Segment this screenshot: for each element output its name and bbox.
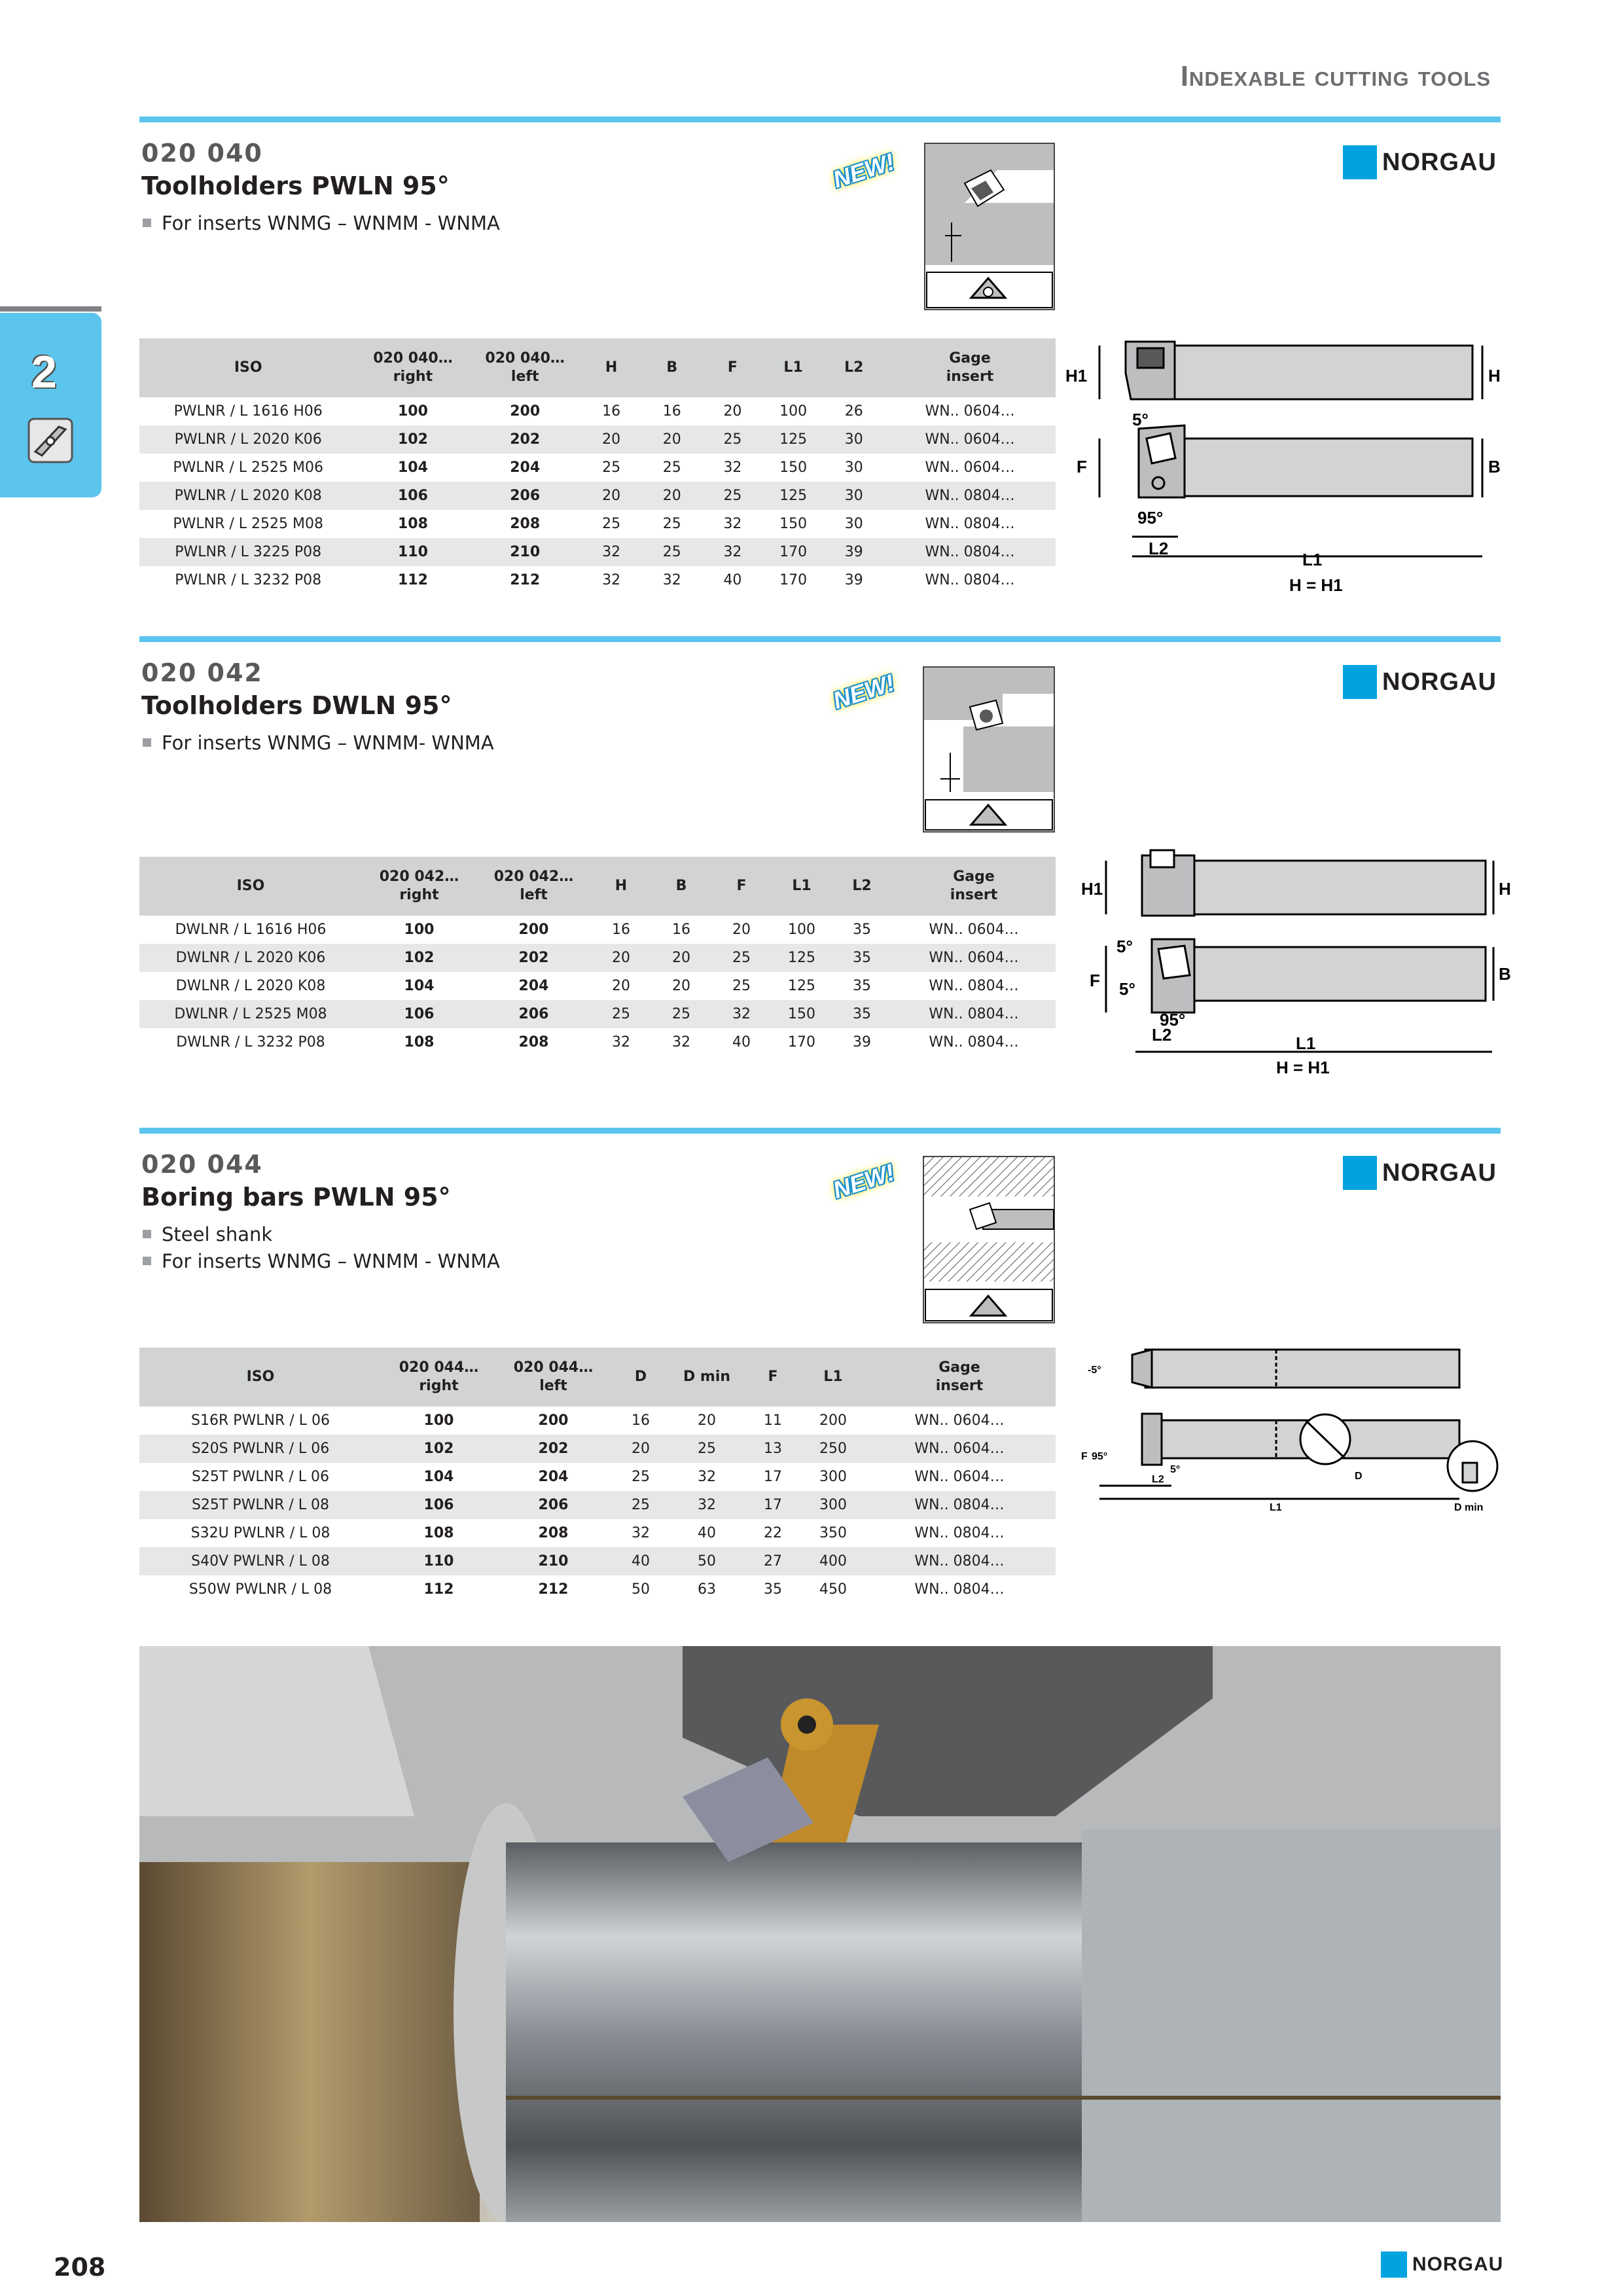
table-cell: 204 [510,459,541,476]
table-cell: WN.. 0804… [929,978,1019,994]
table-cell: 112 [423,1581,454,1598]
table-cell: 32 [702,538,763,566]
col-header: 020 040… right [357,338,469,397]
table-cell: 206 [469,482,581,510]
table-cell: S32U PWLNR / L 08 [190,1525,330,1541]
table-cell: 32 [662,572,681,588]
col-header: Gage insert [892,857,1056,916]
table-cell: 250 [803,1435,863,1463]
table-cell: 108 [398,516,428,532]
table-cell: 20 [723,403,742,420]
table-cell: 125 [788,978,815,994]
label-d: D [1355,1471,1363,1482]
table-cell: 25 [671,1435,743,1463]
table-cell: 450 [819,1581,847,1598]
table-cell: 300 [803,1491,863,1519]
table-row [139,1028,1056,1056]
table-cell: 350 [819,1525,847,1541]
table-row [139,1575,1056,1604]
section-1-title: Toolholders PWLN 95° [141,171,450,200]
table-cell: 63 [698,1581,716,1598]
table-cell: 202 [469,425,581,454]
table-row [139,1519,1056,1547]
col-header: H [591,857,651,916]
table-cell: 50 [671,1547,743,1575]
table-cell: 20 [581,425,642,454]
table-cell: 200 [819,1412,847,1429]
table-cell: 200 [510,403,541,420]
boring-bar-pwln-drawing [1080,1342,1505,1532]
table-cell: WN.. 0804… [914,1581,1005,1598]
table-cell: 206 [496,1491,611,1519]
table-cell: WN.. 0804… [884,538,1056,566]
table-cell: 30 [823,425,884,454]
table-cell: 22 [764,1525,782,1541]
label-h: H [1488,366,1501,386]
label-h-eq-h1: H = H1 [1289,575,1343,595]
table-cell: S20S PWLNR / L 06 [139,1435,382,1463]
table-cell: 25 [702,425,763,454]
toolholder-dwln-image [923,666,1055,833]
section-3-title: Boring bars PWLN 95° [141,1183,451,1211]
table-cell: 106 [357,482,469,510]
table-cell: 25 [602,459,621,476]
table-cell: 35 [832,944,892,972]
table-cell: S40V PWLNR / L 08 [139,1547,382,1575]
table-cell: 39 [844,572,863,588]
table-cell: 100 [779,403,808,420]
col-header: 020 042… left [476,857,591,916]
table-cell: 25 [711,944,772,972]
table-cell: 20 [641,482,702,510]
toolholder-pwln-image [924,143,1055,310]
table-row [139,1463,1056,1491]
table-cell: 208 [538,1525,569,1541]
machining-photo [139,1646,1501,2222]
col-header: L1 [803,1348,863,1407]
label-b: B [1499,964,1511,984]
table-cell: 32 [602,572,621,588]
table-cell: 102 [382,1435,496,1463]
section-3-bullet-2: For inserts WNMG – WNMM - WNMA [143,1250,500,1272]
table-row [139,944,1056,972]
table-cell: 110 [382,1547,496,1575]
col-header: D min [671,1348,743,1407]
col-header: 020 044… left [496,1348,611,1407]
norgau-footer-logo: NORGAU [1381,2251,1503,2278]
table-cell: PWLNR / L 1616 H06 [173,403,323,420]
table-row [139,1547,1056,1575]
table-cell: 25 [732,978,751,994]
toolholder-pwln-drawing [1060,334,1505,602]
table-cell: S50W PWLNR / L 08 [188,1581,332,1598]
table-cell: 170 [788,1034,815,1050]
section-2-spec-table [139,857,1056,1056]
table-cell: 208 [510,516,541,532]
table-cell: 25 [602,516,621,532]
table-row [139,1491,1056,1519]
label-angle-5: 5° [1132,410,1149,429]
chapter-number: 2 [31,346,57,397]
table-cell: 32 [711,1000,772,1028]
col-header: B [651,857,711,916]
table-cell: DWLNR / L 3232 P08 [176,1034,325,1050]
table-cell: S25T PWLNR / L 08 [139,1491,382,1519]
table-cell: 30 [844,459,863,476]
table-cell: 30 [823,482,884,510]
table-cell: S25T PWLNR / L 06 [191,1469,330,1485]
table-cell: WN.. 0804… [914,1525,1005,1541]
section-3-spec-table [139,1348,1056,1604]
table-cell: 35 [832,1000,892,1028]
page-header-title: Indexable cutting tools [1180,60,1491,92]
label-angle-95: 95° [1160,1010,1186,1030]
side-tab-divider [0,306,101,312]
table-row [139,1435,1056,1463]
table-cell: 25 [702,482,763,510]
label-l1: L1 [1302,550,1323,569]
section-rule-2 [139,636,1501,642]
label-l2: L2 [1152,1474,1164,1485]
label-f: F [1090,971,1100,990]
table-cell: WN.. 0804… [925,516,1015,532]
norgau-logo-2: NORGAU [1343,665,1497,699]
label-f: F [1077,457,1087,476]
table-cell: 206 [476,1000,591,1028]
table-row [139,916,1056,944]
table-cell: PWLNR / L 3225 P08 [139,538,357,566]
col-header: ISO [139,338,357,397]
table-cell: 400 [803,1547,863,1575]
col-header: ISO [139,857,362,916]
section-1-bullet: For inserts WNMG – WNMM - WNMA [143,212,500,234]
norgau-logo-3: NORGAU [1343,1156,1497,1190]
table-cell: 20 [581,482,642,510]
table-cell: 200 [518,922,549,938]
table-cell: 150 [772,1000,832,1028]
table-cell: 212 [538,1581,569,1598]
table-cell: 25 [611,1491,671,1519]
table-cell: 17 [743,1491,803,1519]
label-h1: H1 [1081,879,1103,899]
table-cell: DWLNR / L 2020 K06 [139,944,362,972]
col-header: L1 [763,338,824,397]
table-cell: 100 [398,403,428,420]
table-cell: 16 [672,922,690,938]
table-cell: 20 [591,944,651,972]
table-cell: 32 [672,1034,690,1050]
table-cell: WN.. 0804… [884,482,1056,510]
table-row [139,566,1056,594]
col-header: H [581,338,642,397]
table-cell: WN.. 0604… [892,944,1056,972]
table-cell: 26 [844,403,863,420]
table-row [139,1407,1056,1435]
table-cell: 30 [844,516,863,532]
table-cell: 35 [853,922,871,938]
table-cell: 110 [357,538,469,566]
table-row [139,972,1056,1000]
table-cell: WN.. 0604… [884,425,1056,454]
col-header: D [611,1348,671,1407]
table-cell: 13 [743,1435,803,1463]
table-cell: 125 [763,482,824,510]
table-cell: 170 [779,572,808,588]
table-cell: 20 [698,1412,716,1429]
col-header: L1 [772,857,832,916]
table-row [139,454,1056,482]
new-badge-1: NEW! [829,148,898,193]
table-cell: WN.. 0604… [914,1412,1005,1429]
new-badge-2: NEW! [829,669,898,714]
table-cell: 210 [496,1547,611,1575]
table-cell: 204 [538,1469,569,1485]
table-cell: DWLNR / L 2020 K08 [175,978,326,994]
table-cell: PWLNR / L 2020 K06 [139,425,357,454]
col-header: Gage insert [863,1348,1056,1407]
table-cell: 100 [404,922,435,938]
insert-chapter-icon [27,418,73,463]
table-cell: 104 [404,978,435,994]
table-cell: 25 [651,1000,711,1028]
norgau-logo-square [1381,2251,1407,2278]
table-header-row [139,857,1056,916]
norgau-logo-square [1343,1156,1377,1190]
col-header: 020 040… left [469,338,581,397]
table-cell: 150 [779,459,808,476]
table-cell: WN.. 0604… [925,403,1015,420]
table-cell: 102 [357,425,469,454]
table-cell: 32 [698,1469,716,1485]
table-row [139,538,1056,566]
table-cell: 40 [611,1547,671,1575]
label-angle-95: 95° [1137,508,1164,528]
table-cell: 50 [632,1581,650,1598]
table-header-row [139,1348,1056,1407]
table-cell: 40 [698,1525,716,1541]
table-cell: 300 [819,1469,847,1485]
label-angle-5: 5° [1170,1464,1181,1475]
label-f: F [1081,1451,1088,1462]
label-d-min: D min [1454,1502,1484,1513]
table-cell: 35 [764,1581,782,1598]
table-cell: 32 [612,1034,630,1050]
table-cell: 25 [641,538,702,566]
col-header: F [711,857,772,916]
col-header: L2 [823,338,884,397]
label-l1: L1 [1270,1502,1282,1513]
table-cell: 39 [823,538,884,566]
table-cell: 170 [763,538,824,566]
table-cell: 32 [632,1525,650,1541]
col-header: F [743,1348,803,1407]
norgau-logo-square [1343,145,1377,179]
table-row [139,425,1056,454]
table-cell: DWLNR / L 2525 M08 [139,1000,362,1028]
table-cell: 25 [662,516,681,532]
col-header: 020 042… right [362,857,476,916]
table-cell: WN.. 0604… [914,1469,1005,1485]
col-header: F [702,338,763,397]
label-h1: H1 [1065,366,1088,386]
table-cell: 100 [788,922,815,938]
table-cell: 32 [581,538,642,566]
table-row [139,510,1056,538]
table-cell: WN.. 0804… [925,572,1015,588]
table-cell: 32 [723,516,742,532]
label-l2: L2 [1152,1025,1172,1045]
col-header: ISO [139,1348,382,1407]
table-cell: 16 [632,1412,650,1429]
table-cell: WN.. 0604… [863,1435,1056,1463]
table-cell: WN.. 0804… [863,1491,1056,1519]
table-cell: WN.. 0604… [929,922,1019,938]
table-cell: 106 [382,1491,496,1519]
turning-operation-image [139,1646,1501,2222]
label-angle-5: 5° [1116,937,1133,956]
table-cell: 204 [518,978,549,994]
table-cell: 208 [518,1034,549,1050]
table-cell: PWLNR / L 2525 M08 [173,516,323,532]
col-header: 020 044… right [382,1348,496,1407]
label-angle-5b: 5° [1119,979,1135,999]
table-cell: 20 [672,978,690,994]
table-cell: PWLNR / L 2525 M06 [173,459,323,476]
table-cell: WN.. 0804… [892,1000,1056,1028]
table-cell: 32 [671,1491,743,1519]
table-cell: 108 [423,1525,454,1541]
table-cell: S16R PWLNR / L 06 [191,1412,330,1429]
table-cell: WN.. 0804… [929,1034,1019,1050]
norgau-logo-1: NORGAU [1343,145,1497,179]
table-header-row [139,338,1056,397]
table-cell: 212 [510,572,541,588]
boring-bar-pwln-image [923,1156,1055,1323]
table-cell: 16 [602,403,621,420]
label-l1: L1 [1296,1033,1316,1053]
table-cell: 202 [476,944,591,972]
section-3-code: 020 044 [141,1150,263,1179]
section-3-bullet-1: Steel shank [143,1223,272,1246]
table-cell: 200 [538,1412,569,1429]
table-cell: 25 [632,1469,650,1485]
table-cell: 102 [362,944,476,972]
label-h-eq-h1: H = H1 [1276,1058,1330,1077]
table-row [139,482,1056,510]
chapter-side-tab[interactable] [0,313,101,497]
table-cell: 20 [732,922,751,938]
table-cell: 104 [398,459,428,476]
table-cell: 104 [423,1469,454,1485]
section-2-code: 020 042 [141,658,263,687]
table-row [139,1000,1056,1028]
table-cell: PWLNR / L 3232 P08 [175,572,322,588]
table-cell: 100 [423,1412,454,1429]
table-cell: 210 [469,538,581,566]
table-cell: WN.. 0604… [925,459,1015,476]
table-cell: 150 [779,516,808,532]
col-header: Gage insert [884,338,1056,397]
label-h: H [1499,879,1511,899]
table-cell: 125 [772,944,832,972]
table-cell: 20 [611,1435,671,1463]
table-cell: DWLNR / L 1616 H06 [175,922,327,938]
table-cell: 16 [612,922,630,938]
label-angle-95: 95° [1092,1451,1108,1462]
label-b: B [1488,457,1501,476]
label-angle-minus-5: -5° [1088,1365,1101,1376]
table-cell: 202 [496,1435,611,1463]
table-cell: 35 [853,978,871,994]
table-cell: 16 [662,403,681,420]
table-cell: PWLNR / L 2020 K08 [139,482,357,510]
table-cell: 25 [662,459,681,476]
table-cell: 20 [651,944,711,972]
table-cell: 112 [398,572,428,588]
section-2-bullet: For inserts WNMG – WNMM- WNMA [143,732,494,754]
toolholder-dwln-drawing [1073,841,1511,1090]
table-cell: 27 [743,1547,803,1575]
table-cell: 106 [362,1000,476,1028]
norgau-logo-square [1343,665,1377,699]
new-badge-3: NEW! [829,1158,898,1204]
table-cell: 25 [591,1000,651,1028]
section-rule-3 [139,1128,1501,1134]
table-cell: 20 [612,978,630,994]
table-cell: 17 [764,1469,782,1485]
table-cell: 20 [641,425,702,454]
section-rule-1 [139,117,1501,122]
table-cell: 11 [764,1412,782,1429]
table-cell: 40 [732,1034,751,1050]
table-cell: 40 [723,572,742,588]
col-header: B [641,338,702,397]
section-1-code: 020 040 [141,139,263,168]
table-cell: 108 [404,1034,435,1050]
col-header: L2 [832,857,892,916]
page-number: 208 [54,2253,106,2282]
table-cell: 32 [723,459,742,476]
label-l2: L2 [1149,539,1169,558]
table-cell: 39 [853,1034,871,1050]
table-cell: WN.. 0804… [863,1547,1056,1575]
section-1-spec-table [139,338,1056,594]
table-row [139,397,1056,425]
table-cell: 125 [763,425,824,454]
section-2-title: Toolholders DWLN 95° [141,691,452,720]
